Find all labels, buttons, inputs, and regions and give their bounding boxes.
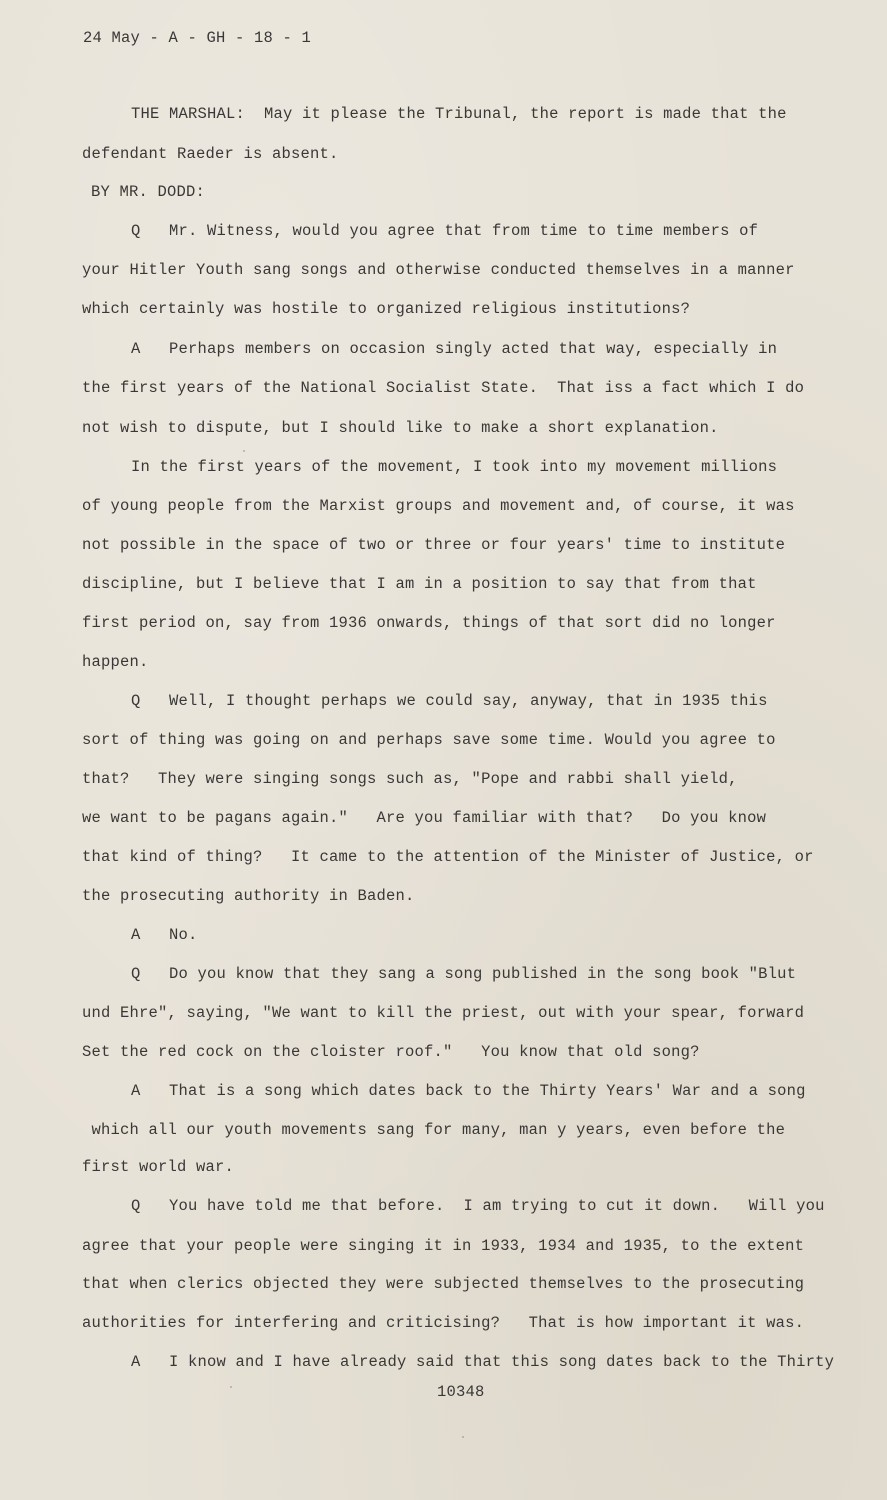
text-line: agree that your people were singing it in 1933, 1934 and 1935, to the extent (82, 1237, 805, 1255)
text-line: which all our youth movements sang for many, man y years, even before the (82, 1121, 786, 1139)
text-line: not wish to dispute, but I should like to make a short explanation. (82, 419, 719, 437)
text-line: Q Do you know that they sang a song published in the song book "Blut (131, 965, 797, 983)
text-line: that when clerics objected they were subjected themselves to the prosecuting (82, 1275, 805, 1293)
text-line: THE MARSHAL: May it please the Tribunal, the report is made that the (131, 105, 787, 123)
text-line: your Hitler Youth sang songs and otherwise conducted themselves in a manner (82, 261, 795, 279)
text-line: In the first years of the movement, I took into my movement millions (131, 458, 778, 476)
text-line: the prosecuting authority in Baden. (82, 887, 415, 905)
paper-speck (243, 450, 245, 452)
text-line: Set the red cock on the cloister roof." You know that old song? (82, 1043, 700, 1061)
text-line: which certainly was hostile to organized religious institutions? (82, 300, 691, 318)
text-line: A I know and I have already said that this song dates back to the Thirty (131, 1353, 835, 1371)
text-line: first world war. (82, 1158, 235, 1176)
paper-speck (462, 1436, 464, 1438)
text-line: not possible in the space of two or three or four years' time to institute (82, 536, 786, 554)
text-line: of young people from the Marxist groups and movement and, of course, it was (82, 497, 795, 515)
text-line: the first years of the National Socialist State. That iss a fact which I do (82, 379, 805, 397)
text-line: Q You have told me that before. I am trying to cut it down. Will you (131, 1197, 825, 1215)
text-line: A Perhaps members on occasion singly acted that way, especially in (131, 340, 778, 358)
text-line: we want to be pagans again." Are you familiar with that? Do you know (82, 809, 767, 827)
paper-speck (230, 1386, 232, 1388)
text-line: authorities for interfering and criticising? That is how important it was. (82, 1314, 805, 1332)
text-line: that? They were singing songs such as, "Pope and rabbi shall yield, (82, 770, 738, 788)
page-number: 10348 (437, 1383, 485, 1401)
text-line: sort of thing was going on and perhaps save some time. Would you agree to (82, 731, 776, 749)
text-line: A That is a song which dates back to the Thirty Years' War and a song (131, 1082, 806, 1100)
text-line: Q Mr. Witness, would you agree that from time to time members of (131, 222, 759, 240)
text-line: discipline, but I believe that I am in a position to say that from that (82, 575, 757, 593)
text-line: happen. (82, 653, 149, 671)
text-line: BY MR. DODD: (91, 183, 206, 201)
page-header: 24 May - A - GH - 18 - 1 (83, 29, 312, 47)
text-line: und Ehre", saying, "We want to kill the priest, out with your spear, forward (82, 1004, 805, 1022)
text-line: first period on, say from 1936 onwards, things of that sort did no longer (82, 614, 776, 632)
text-line: defendant Raeder is absent. (82, 145, 339, 163)
text-line: Q Well, I thought perhaps we could say, anyway, that in 1935 this (131, 692, 768, 710)
text-line: A No. (131, 926, 198, 944)
text-line: that kind of thing? It came to the attention of the Minister of Justice, or (82, 848, 814, 866)
